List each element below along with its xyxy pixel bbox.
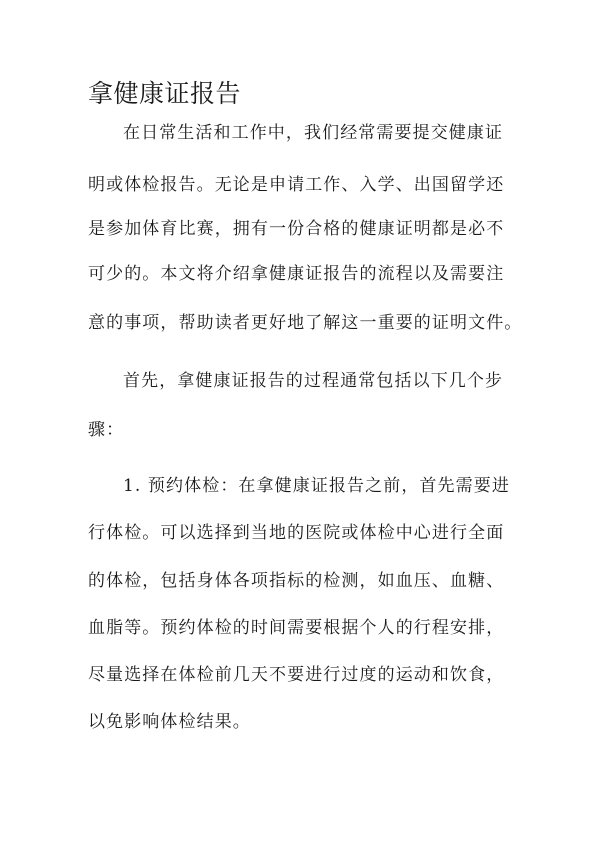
paragraph-line: 骤：	[88, 420, 125, 440]
paragraph-line: 血脂等。预约体检的时间需要根据个人的行程安排，	[88, 618, 505, 638]
paragraph-line: 明或体检报告。无论是申请工作、入学、出国留学还	[88, 175, 505, 195]
document-title: 拿健康证报告	[88, 79, 242, 108]
paragraph-line: 以免影响体检结果。	[88, 712, 251, 732]
paragraph-line: 尽量选择在体检前几天不要进行过度的运动和饮食，	[88, 665, 505, 685]
paragraph-line: 1. 预约体检：在拿健康证报告之前，首先需要进	[123, 476, 510, 496]
paragraph-line: 在日常生活和工作中，我们经常需要提交健康证	[123, 123, 504, 143]
paragraph-line: 行体检。可以选择到当地的医院或体检中心进行全面	[88, 523, 505, 543]
paragraph-line: 的体检，包括身体各项指标的检测，如血压、血糖、	[88, 571, 505, 591]
paragraph-line: 是参加体育比赛，拥有一份合格的健康证明都是必不	[88, 219, 505, 239]
paragraph-line: 首先，拿健康证报告的过程通常包括以下几个步	[123, 371, 504, 391]
paragraph-line: 可少的。本文将介绍拿健康证报告的流程以及需要注	[88, 264, 505, 284]
paragraph-line: 意的事项，帮助读者更好地了解这一重要的证明文件。	[88, 313, 523, 333]
